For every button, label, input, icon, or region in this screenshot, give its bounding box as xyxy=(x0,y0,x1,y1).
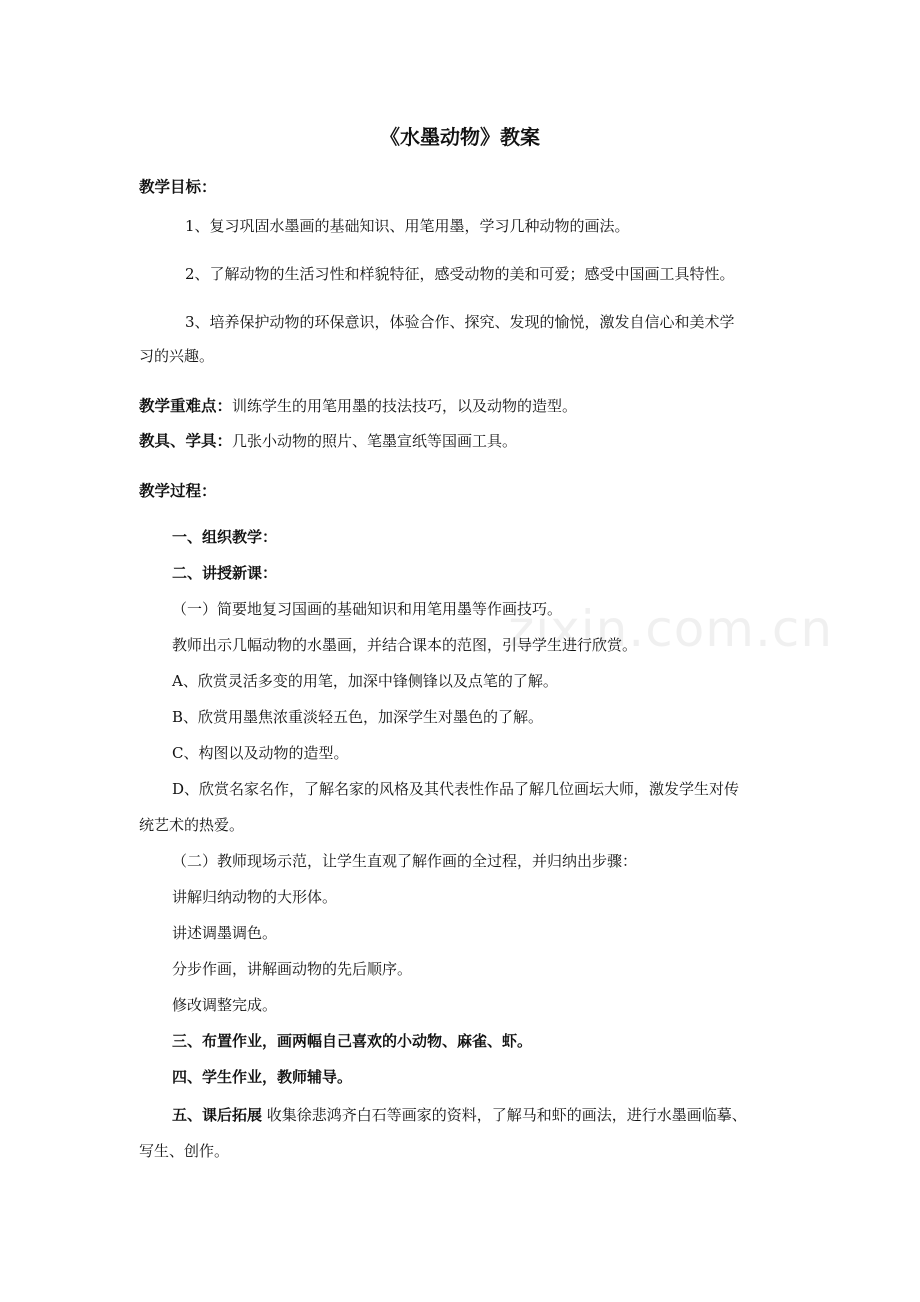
process-heading: 教学过程： xyxy=(139,482,217,500)
goal-3-line-2: 习的兴趣。 xyxy=(139,347,215,365)
step-5-label: 五、课后拓展 xyxy=(172,1106,263,1124)
tools-label: 教具、学具： xyxy=(139,432,233,450)
step-5-text: 收集徐悲鸿齐白石等画家的资料，了解马和虾的画法，进行水墨画临摹、 xyxy=(262,1106,747,1124)
goal-3-line-1: 3、培养保护动物的环保意识，体验合作、探究、发现的愉悦，激发自信心和美术学 xyxy=(185,313,735,331)
step-5-row xyxy=(172,1104,747,1126)
step-4: 四、学生作业，教师辅导。 xyxy=(172,1068,353,1086)
sub-section-2: （二）教师现场示范，让学生直观了解作画的全过程，并归纳出步骤： xyxy=(172,852,638,870)
demo-step-2: 讲述调墨调色。 xyxy=(172,924,278,942)
item-a: A、欣赏灵活多变的用笔，加深中锋侧锋以及点笔的了解。 xyxy=(172,672,558,690)
goal-2: 2、了解动物的生活习性和样貌特征，感受动物的美和可爱；感受中国画工具特性。 xyxy=(185,265,735,283)
sub-section-1: （一）简要地复习国画的基础知识和用笔用墨等作画技巧。 xyxy=(172,600,563,618)
step-3: 三、布置作业，画两幅自己喜欢的小动物、麻雀、虾。 xyxy=(172,1032,533,1050)
step-1: 一、组织教学： xyxy=(172,528,278,546)
key-points-row xyxy=(139,395,577,417)
demo-step-4: 修改调整完成。 xyxy=(172,996,278,1014)
demo-step-3: 分步作画，讲解画动物的先后顺序。 xyxy=(172,960,413,978)
step-2: 二、讲授新课： xyxy=(172,564,278,582)
item-b: B、欣赏用墨焦浓重淡轻五色，加深学生对墨色的了解。 xyxy=(172,708,544,726)
tools-row xyxy=(139,430,517,452)
tools-text: 几张小动物的照片、笔墨宣纸等国画工具。 xyxy=(232,432,518,450)
key-points-label: 教学重难点： xyxy=(139,397,233,415)
sub-section-1-text: 教师出示几幅动物的水墨画，并结合课本的范图，引导学生进行欣赏。 xyxy=(172,636,638,654)
item-d-line-2: 统艺术的热爱。 xyxy=(139,816,245,834)
item-d-line-1: D、欣赏名家名作，了解名家的风格及其代表性作品了解几位画坛大师，激发学生对传 xyxy=(172,780,740,798)
item-c: C、构图以及动物的造型。 xyxy=(172,744,349,762)
document-title: 《水墨动物》教案 xyxy=(380,125,540,149)
watermark: zixin.com.cn xyxy=(508,600,834,658)
step-5-line-2: 写生、创作。 xyxy=(139,1142,230,1160)
key-points-text: 训练学生的用笔用墨的技法技巧，以及动物的造型。 xyxy=(232,397,578,415)
goals-heading: 教学目标： xyxy=(139,178,217,196)
demo-step-1: 讲解归纳动物的大形体。 xyxy=(172,888,338,906)
goal-1: 1、复习巩固水墨画的基础知识、用笔用墨，学习几种动物的画法。 xyxy=(185,217,630,235)
